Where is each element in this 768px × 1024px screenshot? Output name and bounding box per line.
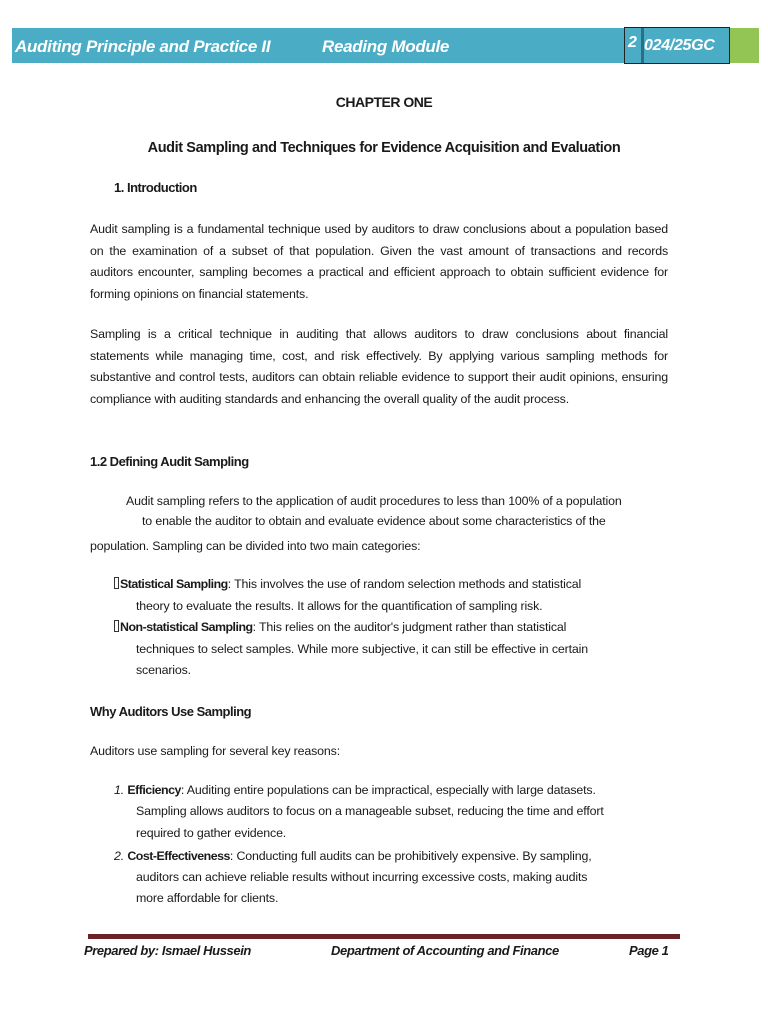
category-statistical-line-2: theory to evaluate the results. It allows for the quantification of sampling risk. [136,599,543,613]
footer-rule [88,934,680,939]
list-number: 2. [114,849,125,863]
reason-cost-effectiveness-line-2: auditors can achieve reliable results without incurring excessive costs, making audits [136,870,588,884]
reason-text: : Conducting full audits can be prohibitively expensive. By sampling, [229,849,592,863]
reason-efficiency-line-2: Sampling allows auditors to focus on a manageable subset, reducing the time and effort [136,804,604,818]
year-prefix: 2 [628,34,637,51]
footer-prepared-by: Prepared by: Ismael Hussein [84,943,251,958]
course-title: Auditing Principle and Practice II [15,37,271,56]
year-suffix: 024/25GC [644,37,715,54]
list-number: 1. [114,783,125,797]
document-title: Audit Sampling and Techniques for Evidence Acquisition and Evaluation [147,140,621,156]
definition-heading: 1.2 Defining Audit Sampling [90,454,249,469]
definition-line-3: population. Sampling can be divided into two main categories: [90,539,421,553]
intro-paragraph-2: Sampling is a critical technique in auditing that allows auditors to draw conclusions about financial statements while managing time, cost, and risk effectively. By applying various sampling methods for substantive and control tests, auditors can obtain reliable evidence to support their audit opinions, ensuring compliance with auditing standards and enhancing the overall quality of the audit process. [90,327,668,406]
category-statistical [114,577,581,591]
category-non-statistical-line-3: scenarios. [136,663,191,677]
chapter-heading: CHAPTER ONE [335,94,433,110]
reason-term: Cost-Effectiveness [127,849,230,863]
definition-line-2: to enable the auditor to obtain and evaluate evidence about some characteristics of the [142,514,606,528]
definition-line-1: Audit sampling refers to the application of audit procedures to less than 100% of a population [126,494,622,508]
reason-term: Efficiency [127,783,181,797]
category-term: Non-statistical Sampling [120,620,253,634]
why-heading: Why Auditors Use Sampling [90,704,252,719]
why-intro: Auditors use sampling for several key reasons: [90,744,340,758]
header-accent [730,28,759,63]
category-text: : This involves the use of random selection methods and statistical [227,577,582,591]
category-term: Statistical Sampling [120,577,228,591]
module-label: Reading Module [322,37,450,56]
category-non-statistical-line-2: techniques to select samples. While more subjective, it can still be effective in certain [136,642,588,656]
category-non-statistical [114,620,566,634]
reason-efficiency-line-3: required to gather evidence. [136,826,287,840]
bullet-icon [114,620,119,632]
category-text: : This relies on the auditor's judgment rather than statistical [252,620,567,634]
intro-paragraph-1: Audit sampling is a fundamental technique used by auditors to draw conclusions about a population based on the examination of a subset of that population. Given the vast amount of transactions and records auditors encounter, sampling becomes a practical and efficient approach to obtain sufficient evidence for forming opinions on financial statements. [90,222,668,301]
footer-department: Department of Accounting and Finance [331,943,559,958]
reason-cost-effectiveness-line-3: more affordable for clients. [136,891,279,905]
footer-page-number: Page 1 [629,943,669,958]
bullet-icon [114,577,119,589]
reason-cost-effectiveness [114,849,591,863]
reason-efficiency [114,783,596,797]
intro-heading: 1. Introduction [114,180,197,195]
reason-text: : Auditing entire populations can be impractical, especially with large datasets. [180,783,596,797]
